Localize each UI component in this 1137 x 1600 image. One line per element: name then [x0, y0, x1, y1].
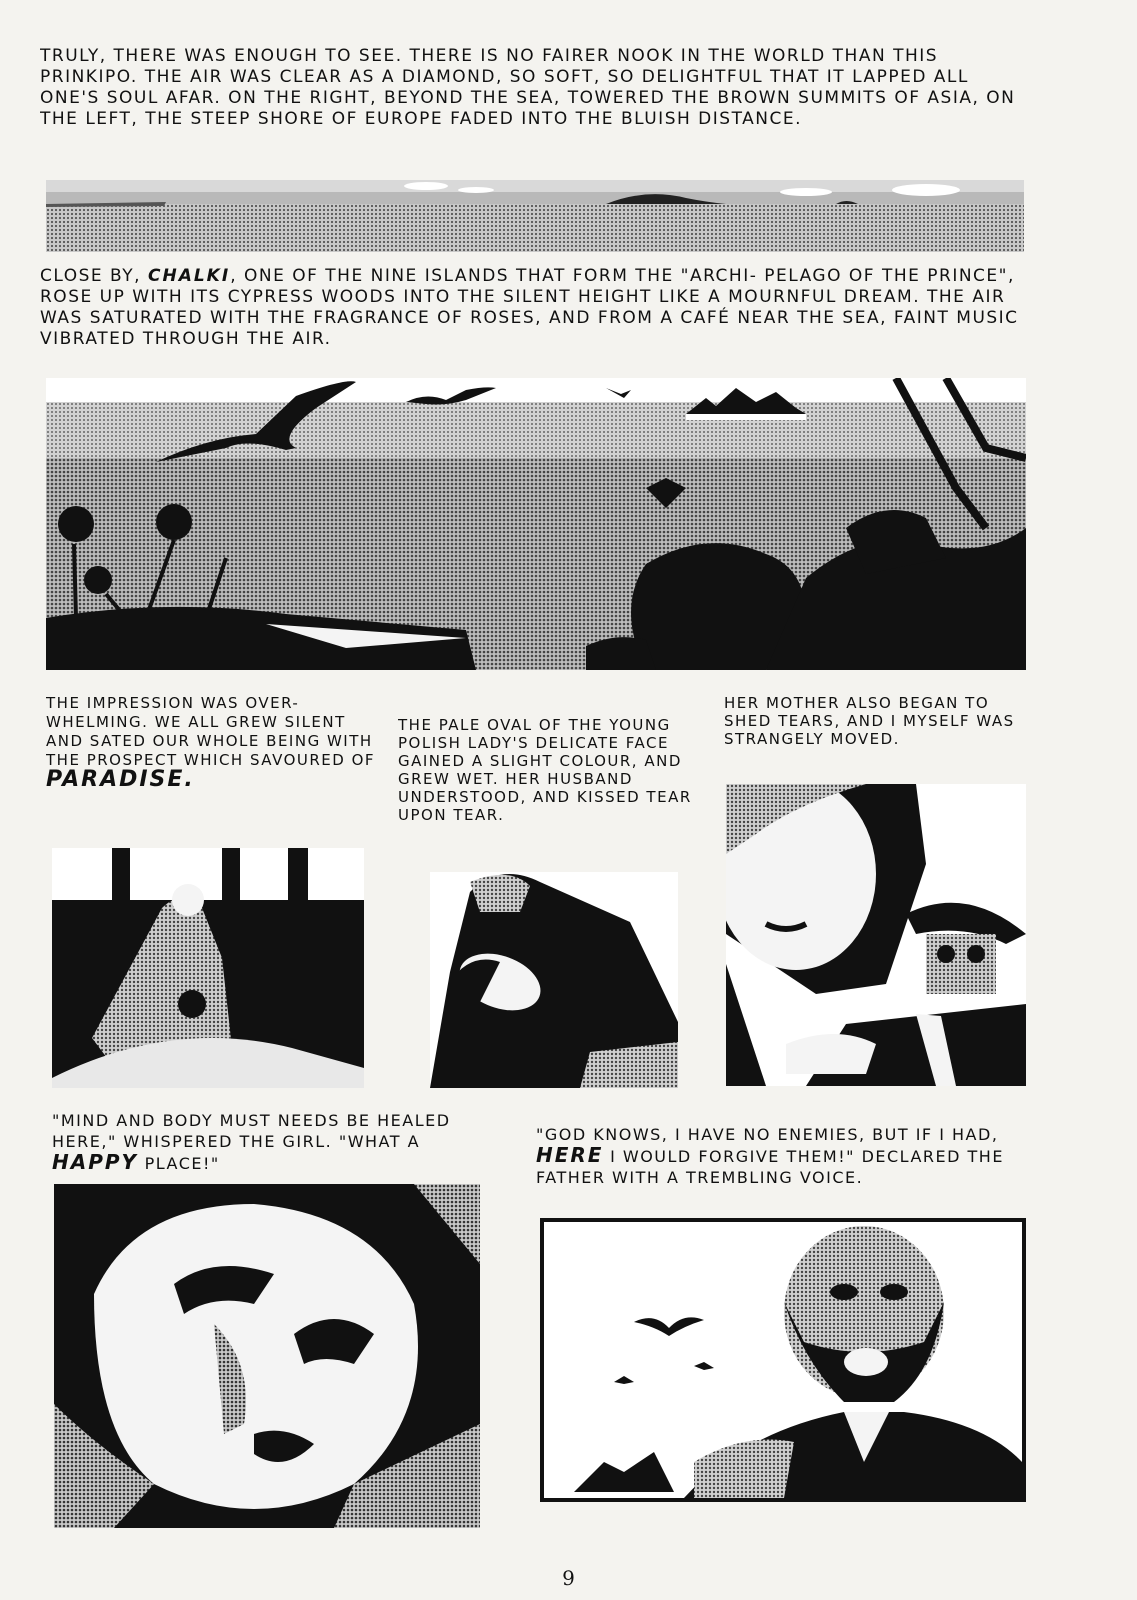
panel-mother-tears	[726, 784, 1026, 1086]
caption-impression-pre: THE IMPRESSION WAS OVER- WHELMING. WE ALL GREW SILENT AND SATED OUR WHOLE BEING WITH THE PROSPECT WHICH SAVOURED OF	[46, 694, 376, 769]
caption-mind-body-post: PLACE!"	[144, 1154, 220, 1173]
page-number: 9	[562, 1566, 575, 1590]
panel-couple-kiss	[430, 872, 678, 1088]
caption-chalki-pre: CLOSE BY,	[40, 266, 142, 286]
panel-man-forest	[52, 848, 364, 1088]
caption-chalki-post: , ONE OF THE NINE ISLANDS THAT FORM THE "ARCHI- PELAGO OF THE PRINCE", ROSE UP WITH ITS CYPRESS WOODS INTO THE SILENT HEIGHT LIKE A MOURNFUL DREAM. THE AIR WAS SATURATED WITH THE FRAGRANCE OF ROSES, AND FROM A CAFÉ NEAR THE SEA, FAINT MUSIC VIBRATED THROUGH THE AIR.	[40, 266, 1019, 349]
caption-mother: HER MOTHER ALSO BEGAN TO SHED TEARS, AND I MYSELF WAS STRANGELY MOVED.	[724, 694, 1015, 748]
caption-god-knows-pre: "GOD KNOWS, I HAVE NO ENEMIES, BUT IF I HAD,	[536, 1125, 999, 1144]
caption-chalki-emph: CHALKI	[147, 266, 231, 286]
caption-god-knows	[536, 1124, 1016, 1188]
caption-impression-emph: PARADISE.	[46, 767, 195, 791]
caption-chalki	[40, 266, 1020, 350]
panel-roses-island	[46, 378, 1026, 670]
caption-mind-body	[52, 1110, 482, 1174]
caption-mind-body-emph: HAPPY	[52, 1150, 139, 1174]
caption-impression	[46, 694, 376, 791]
caption-mind-body-pre: "MIND AND BODY MUST NEEDS BE HEALED HERE," WHISPERED THE GIRL. "WHAT A	[52, 1111, 451, 1151]
caption-prinkipo: TRULY, THERE WAS ENOUGH TO SEE. THERE IS NO FAIRER NOOK IN THE WORLD THAN THIS PRINKIPO. THE AIR WAS CLEAR AS A DIAMOND, SO SOFT, SO DELIGHTFUL THAT IT LAPPED ALL ONE'S SOUL AFAR. ON THE RIGHT, BEYOND THE SEA, TOWERED THE BROWN SUMMITS OF ASIA, ON THE LEFT, THE STEEP SHORE OF EUROPE FADED INTO THE BLUISH DISTANCE.	[40, 46, 1016, 129]
caption-god-knows-emph: HERE	[536, 1143, 604, 1167]
caption-polish-lady: THE PALE OVAL OF THE YOUNG POLISH LADY'S DELICATE FACE GAINED A SLIGHT COLOUR, AND GREW WET. HER HUSBAND UNDERSTOOD, AND KISSED TEAR UPON TEAR.	[398, 716, 692, 824]
panel-girl-face	[54, 1184, 480, 1528]
panel-father	[540, 1218, 1026, 1502]
panel-sea-horizon	[46, 180, 1024, 252]
caption-god-knows-post: I WOULD FORGIVE THEM!" DECLARED THE FATHER WITH A TREMBLING VOICE.	[536, 1147, 1004, 1187]
